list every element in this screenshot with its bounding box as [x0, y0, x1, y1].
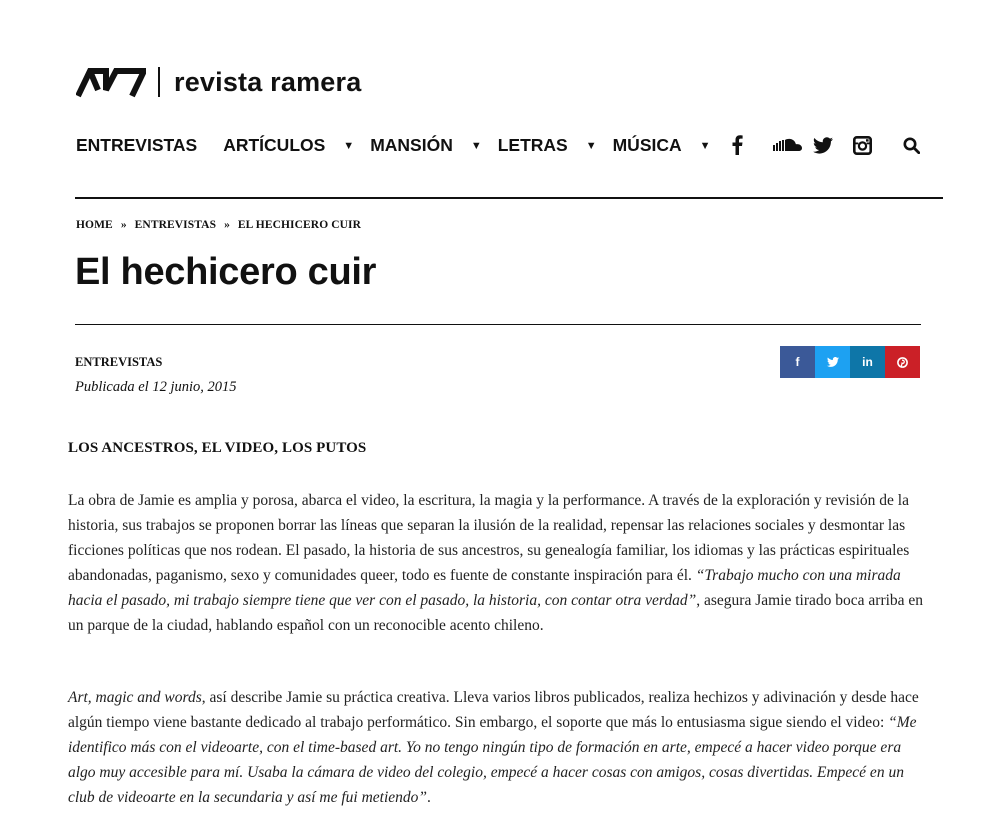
publish-date: Publicada el 12 junio, 2015 [75, 379, 237, 395]
caret-down-icon: ▼ [699, 140, 711, 152]
paragraph-text: . [427, 789, 431, 806]
article-paragraph [68, 488, 930, 638]
facebook-icon: f [795, 355, 800, 369]
share-buttons [780, 346, 920, 378]
site-name: revista ramera [174, 66, 362, 97]
breadcrumb-home[interactable]: HOME [76, 219, 113, 231]
pinterest-icon [897, 357, 908, 368]
breadcrumb [76, 219, 361, 231]
title-divider [75, 324, 921, 325]
search-icon[interactable] [903, 137, 921, 154]
breadcrumb-separator: » [120, 219, 127, 231]
nav-item-label: LETRAS [497, 134, 568, 155]
paragraph-text: , asegura Jamie tirado boca arriba en un parque de la ciudad, hablando español con un reconocible acento chileno. [68, 592, 924, 634]
share-pinterest-button[interactable] [885, 346, 920, 378]
soundcloud-icon[interactable] [773, 138, 803, 152]
nav-item-label: MÚSICA [612, 134, 682, 155]
ramera-logo-mark-icon [76, 66, 146, 98]
header-divider [75, 197, 943, 199]
caret-down-icon: ▼ [343, 140, 355, 152]
paragraph-lead: Art, magic and words [68, 689, 202, 706]
twitter-icon[interactable] [813, 137, 833, 154]
share-facebook-button[interactable] [780, 346, 815, 378]
breadcrumb-separator: » [224, 219, 230, 231]
twitter-icon [827, 357, 839, 367]
quote-text: “Me identifico más con el videoarte, con el time-based art. Yo no tengo ningún tipo de formación en arte, empecé a hacer video porque era algo muy accesible para mí. Usaba la cámara de video del colegio, empecé a hacer cosas con amigos, cosas divertidas. Empecé en un club de videoarte en la secundaria y así me fui metiendo” [68, 714, 917, 806]
facebook-icon[interactable] [731, 135, 745, 155]
nav-item-mansion[interactable] [370, 135, 498, 156]
article-category[interactable]: ENTREVISTAS [75, 355, 163, 369]
instagram-icon[interactable] [853, 136, 873, 155]
share-linkedin-button[interactable] [850, 346, 885, 378]
nav-item-label: MANSIÓN [370, 134, 453, 155]
quote-text: “Trabajo mucho con una mirada hacia el pasado, mi trabajo siempre tiene que ver con el pasado, la historia, con contar otra verdad” [68, 567, 901, 609]
linkedin-icon: in [862, 355, 873, 369]
paragraph-text: , así describe Jamie su práctica creativa. Lleva varios libros publicados, realiza hechizos y adivinación y desde hace algún tiempo viene bastante dedicado al trabajo performático. Sin embargo, el soporte que más lo entusiasma sigue siendo el video: [68, 689, 919, 731]
paragraph-text: La obra de Jamie es amplia y porosa, abarca el video, la escritura, la magia y la performance. A través de la exploración y revisión de la historia, sus trabajos se proponen borrar las líneas que separan la ilusión de la realidad, repensar las relaciones sociales y desmontar las ficciones políticas que nos rodean. El pasado, la historia de sus ancestros, su genealogía familiar, los idiomas y las prácticas espirituales abandonadas, paganismo, sexo y comunidades queer, todo es fuente de constante inspiración para él. [68, 492, 910, 584]
nav-item-entrevistas[interactable] [76, 135, 197, 156]
nav-item-label: ARTÍCULOS [223, 134, 326, 155]
nav-item-articulos[interactable] [223, 135, 370, 156]
article-paragraph [68, 685, 930, 810]
share-twitter-button[interactable] [815, 346, 850, 378]
site-logo[interactable] [76, 64, 361, 100]
caret-down-icon: ▼ [585, 140, 597, 152]
breadcrumb-current: EL HECHICERO CUIR [237, 219, 362, 231]
page-title: El hechicero cuir [75, 251, 377, 293]
main-nav [76, 130, 916, 160]
caret-down-icon: ▼ [470, 140, 482, 152]
section-heading: LOS ANCESTROS, EL VIDEO, LOS PUTOS [68, 440, 367, 456]
breadcrumb-entrevistas[interactable]: ENTREVISTAS [134, 219, 217, 231]
nav-item-label: ENTREVISTAS [76, 134, 198, 155]
nav-item-musica[interactable] [613, 135, 727, 156]
nav-item-letras[interactable] [498, 135, 613, 156]
logo-divider [158, 67, 160, 97]
social-icons [727, 135, 921, 155]
